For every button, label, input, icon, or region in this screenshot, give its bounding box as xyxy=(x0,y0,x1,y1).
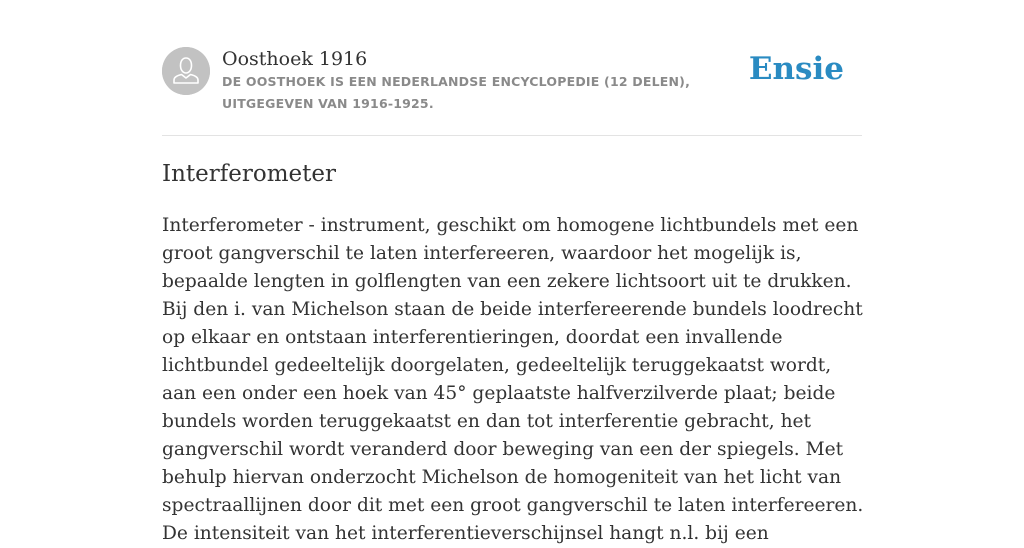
source-title[interactable]: Oosthoek 1916 xyxy=(222,48,368,70)
ensie-logo-link[interactable]: Ensie xyxy=(748,51,844,87)
source-info xyxy=(222,47,762,115)
source-header xyxy=(162,47,862,135)
header-divider xyxy=(162,135,862,136)
source-description: DE OOSTHOEK IS EEN NEDERLANDSE ENCYCLOPEDIE (12 DELEN), UITGEGEVEN VAN 1916-1925. xyxy=(222,74,691,111)
article-body: Interferometer - instrument, geschikt om homogene lichtbundels met een groot gangverschil te laten interfereeren, waardoor het mogelijk is, bepaalde lengten in golflengten van een zekere lichtsoort uit te drukken. Bij den i. van Michelson staan de beide interfereerende bundels loodrecht op elkaar en ontstaan interferentieringen, doordat een invallende lichtbundel gedeeltelijk doorgelaten, gedeeltelijk teruggekaatst wordt, aan een onder een hoek van 45° geplaatste halfverzilverde plaat; beide bundels worden teruggekaatst en dan tot interferentie gebracht, het gangverschil wordt veranderd door beweging van een der spiegels. Met behulp hiervan onderzocht Michelson de homogeniteit van het licht van spectraallijnen door dit met een groot gangverschil te laten interfereeren. De intensiteit van het interferentieverschijnsel hangt n.l. bij een xyxy=(162,215,864,544)
user-avatar-icon xyxy=(162,47,210,95)
article-title: Interferometer xyxy=(162,161,336,187)
